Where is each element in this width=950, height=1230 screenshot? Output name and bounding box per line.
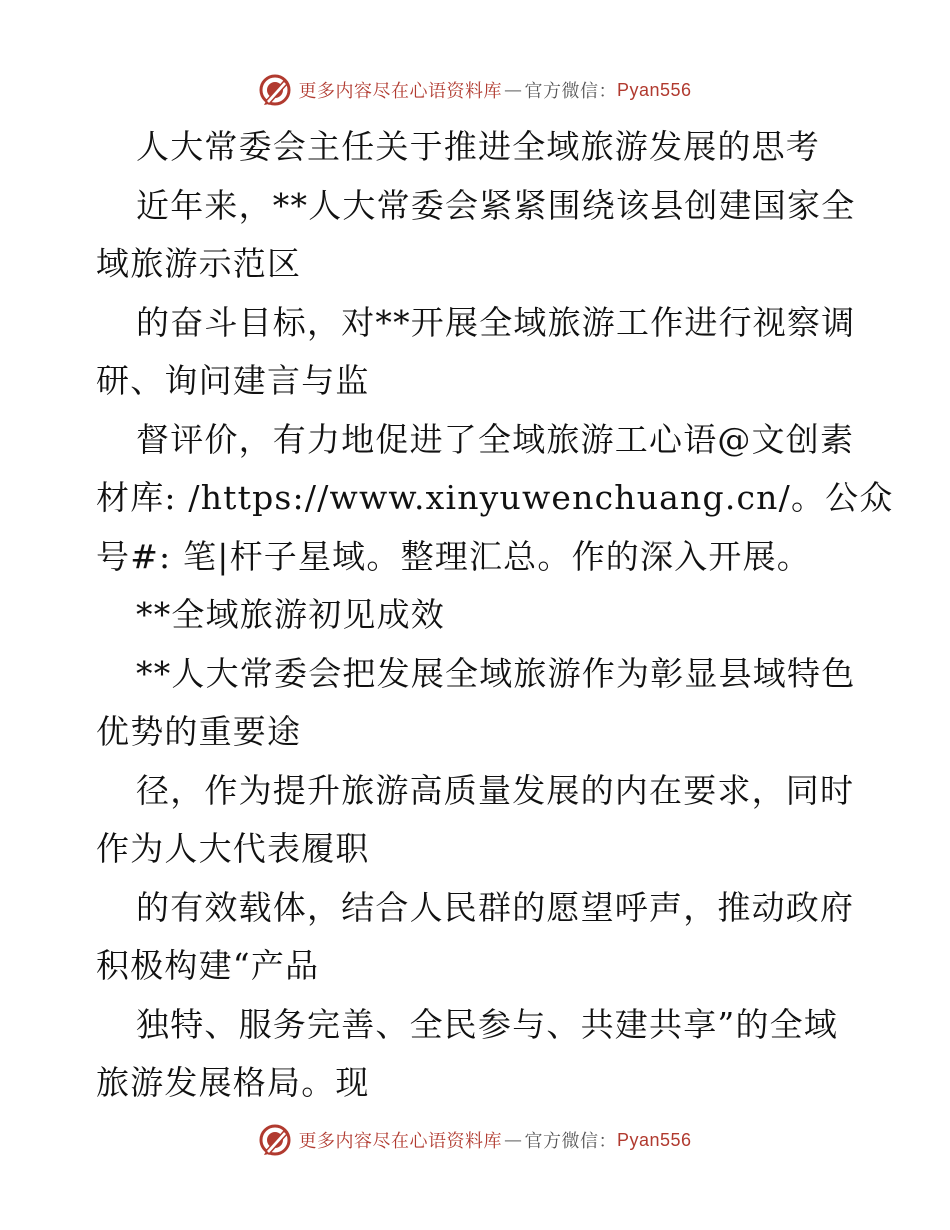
body-line: 督评价，有力地促进了全域旅游工心语@文创素 <box>136 419 855 459</box>
document-body <box>96 118 894 1113</box>
body-line: 近年来，**人大常委会紧紧围绕该县创建国家全 <box>136 185 856 225</box>
body-line: 旅游发展格局。现 <box>96 1063 370 1102</box>
watermark-id: Pyan556 <box>616 79 692 100</box>
body-line: 研、询问建言与监 <box>96 361 370 400</box>
watermark-brand: 更多内容尽在心语资料库 <box>298 81 502 102</box>
watermark-dash: — <box>503 1129 523 1151</box>
watermark-label: 官方微信： <box>524 1131 617 1152</box>
watermark-brand: 更多内容尽在心语资料库 <box>298 1131 502 1152</box>
pen-logo-icon <box>258 73 292 107</box>
body-line: **人大常委会把发展全域旅游作为彰显县域特色 <box>136 653 856 693</box>
body-line: 的奋斗目标，对**开展全域旅游工作进行视察调 <box>136 302 856 342</box>
footer-watermark <box>0 1120 950 1160</box>
body-line: 号#: 笔|杆子星域。整理汇总。作的深入开展。 <box>96 536 811 576</box>
body-line: 径，作为提升旅游高质量发展的内在要求，同时 <box>136 770 855 810</box>
watermark-id: Pyan556 <box>616 1129 692 1150</box>
document-title: 人大常委会主任关于推进全域旅游发展的思考 <box>136 127 820 166</box>
body-line: 作为人大代表履职 <box>96 829 370 868</box>
body-line: 的有效载体，结合人民群的愿望呼声，推动政府 <box>136 887 855 927</box>
body-line: 优势的重要途 <box>96 712 302 751</box>
body-line: 材库: /https://www.xinyuwenchuang.cn/。公众 <box>96 478 894 517</box>
watermark-dash: — <box>503 79 523 101</box>
header-watermark <box>0 70 950 110</box>
body-line: 独特、服务完善、全民参与、共建共享”的全域 <box>136 1004 839 1044</box>
body-line: 积极构建“产品 <box>96 946 320 985</box>
body-line: 域旅游示范区 <box>96 244 302 283</box>
watermark-label: 官方微信： <box>524 81 617 102</box>
section-heading: **全域旅游初见成效 <box>136 595 445 634</box>
pen-logo-icon <box>258 1123 292 1157</box>
